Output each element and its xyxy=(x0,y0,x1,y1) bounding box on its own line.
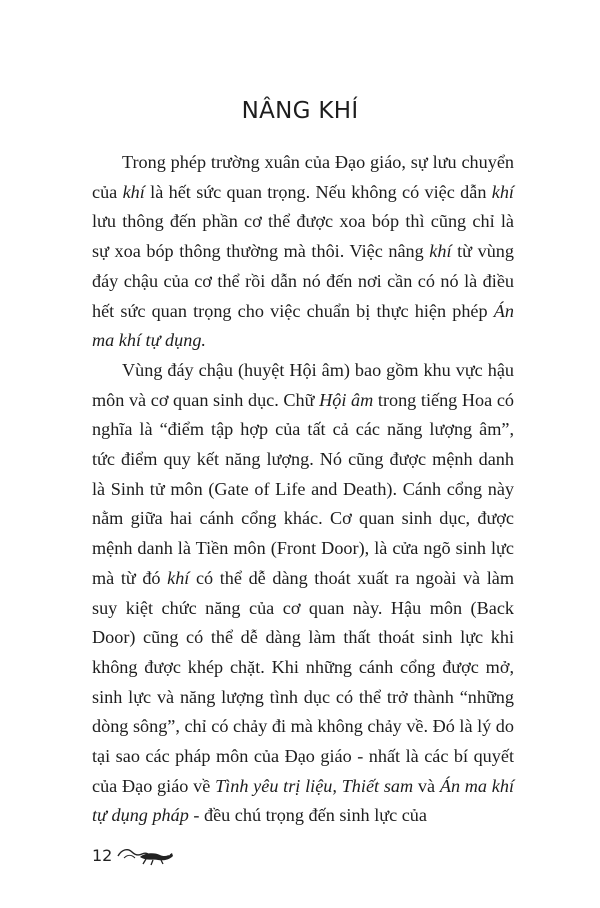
italic-term: khí xyxy=(122,181,145,202)
text-run: từ vùng đáy chậu của cơ thể rồi dẫn nó đến nơi cần có nó là điều hết sức quan trọng cho việc chuẩn bị thực hiện phép xyxy=(92,241,514,321)
paragraph-2 xyxy=(92,356,514,831)
body-text xyxy=(92,148,514,831)
italic-term: Hội âm xyxy=(319,389,374,410)
text-run: lưu thông đến phần cơ thể được xoa bóp thì cũng chỉ là sự xoa bóp thông thường mà thôi. Việc nâng xyxy=(92,211,514,262)
dragon-ornament-icon xyxy=(116,843,176,867)
page-number: 12 xyxy=(92,845,113,865)
text-run: - đều chú trọng đến sinh lực của xyxy=(188,805,427,826)
italic-term: Tình yêu trị liệu, Thiết sam xyxy=(215,775,414,796)
text-run: Vùng đáy chậu (huyệt Hội âm) bao gồm khu vực hậu môn và cơ quan sinh dục. Chữ xyxy=(92,359,514,410)
italic-term: Án ma khí tự dụng pháp xyxy=(92,775,514,826)
italic-term: khí xyxy=(491,181,514,202)
text-run: trong tiếng Hoa có nghĩa là “điểm tập hợp của tất cả các năng lượng âm”, tức điểm quy kết năng lượng. Nó cũng được mệnh danh là Sinh tử môn (Gate of Life and Death). Cánh cổng này nằm giữa hai cánh cổng khác. Cơ quan sinh dục, được mệnh danh là Tiền môn (Front Door), là cửa ngõ sinh lực mà từ đó xyxy=(92,389,514,588)
text-run: và xyxy=(413,775,440,796)
text-run: là hết sức quan trọng. Nếu không có việc dẫn xyxy=(144,181,492,202)
page-title: NÂNG KHÍ xyxy=(241,98,359,124)
italic-term: Án ma khí tự dụng. xyxy=(92,300,514,351)
italic-term: khí xyxy=(429,241,452,262)
text-run: có thể dễ dàng thoát xuất ra ngoài và làm suy kiệt chức năng của cơ quan này. Hậu môn (Back Door) cũng có thể dễ dàng làm thất thoát sinh lực khi không được khép chặt. Khi những cánh cổng được mở, sinh lực và năng lượng tình dục có thể trở thành “những dòng sông”, chỉ có chảy đi mà không chảy về. Đó là lý do tại sao các pháp môn của Đạo giáo - nhất là các bí quyết của Đạo giáo về xyxy=(92,567,514,796)
paragraph-1 xyxy=(92,148,514,356)
italic-term: khí xyxy=(167,567,190,588)
text-run: Trong phép trường xuân của Đạo giáo, sự lưu chuyển của xyxy=(92,152,514,202)
page-footer xyxy=(92,840,176,870)
